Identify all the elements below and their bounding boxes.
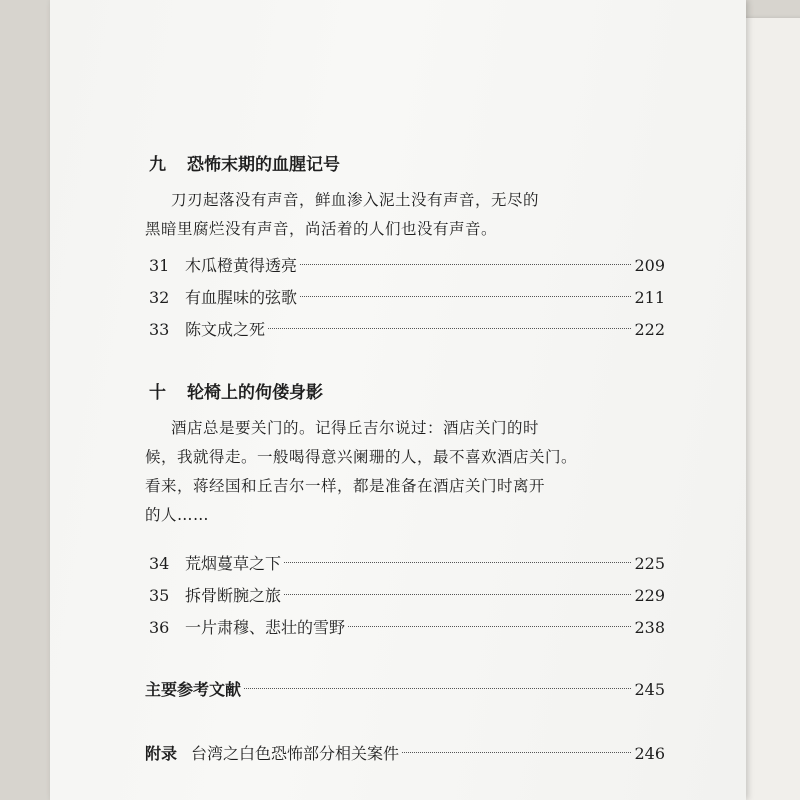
references-entry: [145, 672, 665, 708]
entry-page: 238: [634, 618, 665, 637]
entry-title: 一片肃穆、悲壮的雪野: [185, 618, 346, 637]
toc-entry: [145, 250, 665, 282]
entry-number: 31: [149, 256, 170, 275]
toc-entry: [145, 314, 665, 346]
dot-leader: [300, 296, 631, 297]
toc-entry: [145, 612, 665, 644]
appendix-entry: [145, 736, 665, 772]
entry-number: 35: [149, 586, 170, 605]
entry-number: 33: [149, 320, 170, 339]
dot-leader: [402, 752, 631, 753]
entry-title: 荒烟蔓草之下: [185, 554, 282, 573]
entry-number: 34: [149, 554, 170, 573]
chapter-number: 九: [149, 155, 166, 175]
entry-page: 222: [634, 320, 665, 339]
toc-entry: [145, 548, 665, 580]
description-line: 刀刃起落没有声音，鲜血渗入泥土没有声音，无尽的: [171, 191, 540, 209]
appendix-label: 附录: [145, 744, 178, 763]
description-line: 酒店总是要关门的。记得丘吉尔说过：酒店关门的时: [171, 419, 540, 437]
entry-title: 木瓜橙黄得透亮: [185, 256, 298, 275]
dot-leader: [348, 626, 631, 627]
appendix-page: 246: [634, 744, 665, 763]
entry-number: 36: [149, 618, 170, 637]
chapter-description: [145, 414, 665, 530]
appendix-title: 台湾之白色恐怖部分相关案件: [191, 744, 400, 763]
book-page: [50, 0, 746, 800]
entry-title: 拆骨断腕之旅: [185, 586, 282, 605]
dot-leader: [244, 688, 631, 689]
references-page: 245: [634, 680, 665, 699]
entry-page: 229: [634, 586, 665, 605]
toc-entry: [145, 580, 665, 612]
dot-leader: [268, 328, 631, 329]
chapter-title: 恐怖末期的血腥记号: [187, 155, 340, 175]
dot-leader: [300, 264, 631, 265]
description-line: 黑暗里腐烂没有声音，尚活着的人们也没有声音。: [145, 220, 498, 238]
entry-page: 211: [634, 288, 665, 307]
chapter-heading: [145, 376, 665, 410]
description-line: 候，我就得走。一般喝得意兴阑珊的人，最不喜欢酒店关门。: [145, 448, 578, 466]
entry-page: 225: [634, 554, 665, 573]
table-of-contents: [145, 148, 665, 772]
references-title: 主要参考文献: [145, 680, 242, 699]
toc-entry: [145, 282, 665, 314]
chapter-description: [145, 186, 665, 244]
entry-number: 32: [149, 288, 170, 307]
dot-leader: [284, 562, 631, 563]
chapter-number: 十: [149, 383, 166, 403]
dot-leader: [284, 594, 631, 595]
chapter-heading: [145, 148, 665, 182]
entry-title: 陈文成之死: [185, 320, 266, 339]
description-line: 看来，蒋经国和丘吉尔一样，都是准备在酒店关门时离开: [145, 477, 546, 495]
entry-page: 209: [634, 256, 665, 275]
chapter-title: 轮椅上的佝偻身影: [187, 383, 323, 403]
entry-title: 有血腥味的弦歌: [185, 288, 298, 307]
description-line: 的人……: [145, 506, 210, 524]
